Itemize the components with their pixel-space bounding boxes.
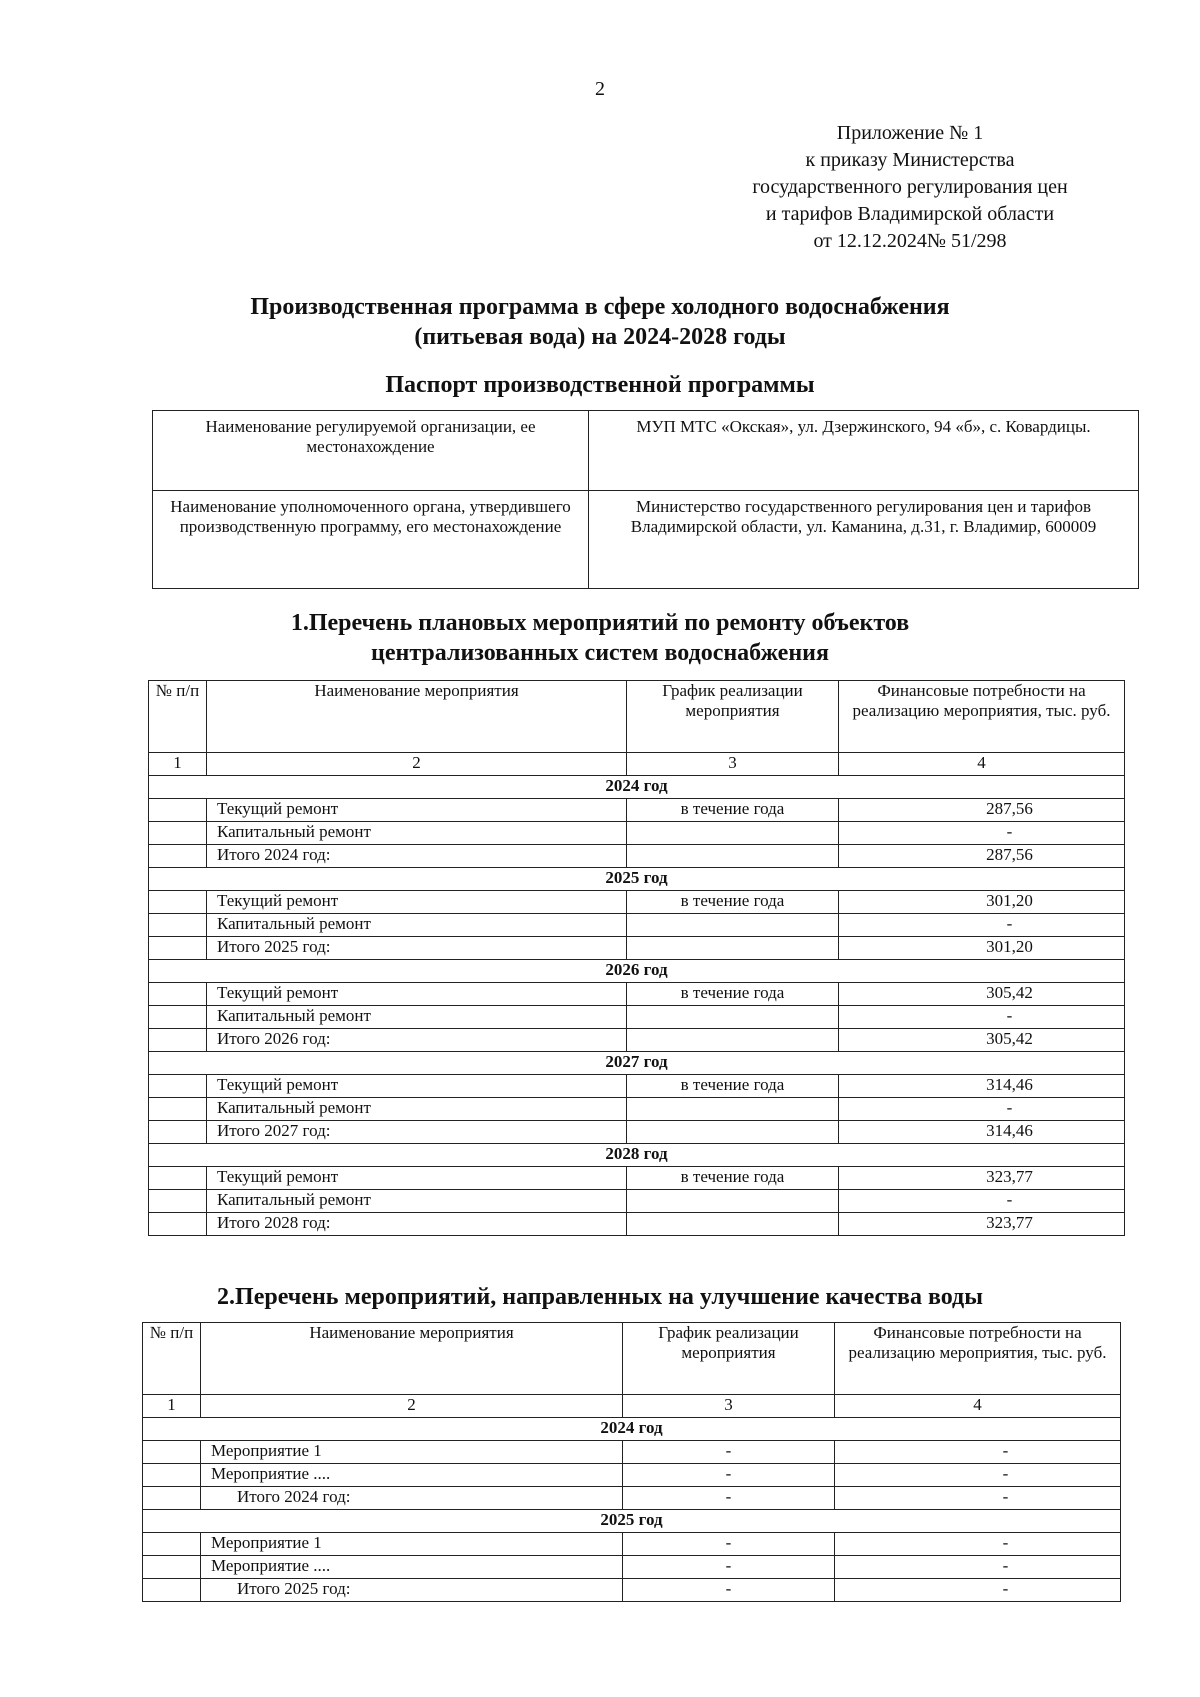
- column-numbers-row: [149, 753, 1125, 776]
- row-value-cell: 305,42: [839, 1029, 1125, 1052]
- col-number: 2: [207, 753, 627, 776]
- year-header-row: [149, 1052, 1125, 1075]
- col-number: 2: [201, 1395, 623, 1418]
- year-header-row: [143, 1418, 1121, 1441]
- row-value-cell: 287,56: [839, 799, 1125, 822]
- row-value-cell: -: [839, 822, 1125, 845]
- col-number: 4: [835, 1395, 1121, 1418]
- row-schedule-cell: [627, 1006, 839, 1029]
- table-row: [143, 1441, 1121, 1464]
- row-name-cell: Итого 2024 год:: [201, 1487, 623, 1510]
- passport-row: [153, 491, 1139, 589]
- row-schedule-cell: [627, 1121, 839, 1144]
- header-finance: Финансовые потребности на реализацию мероприятия, тыс. руб.: [835, 1323, 1121, 1395]
- year-header-row: [149, 868, 1125, 891]
- section2-title: [0, 1282, 1200, 1312]
- row-schedule-cell: -: [623, 1579, 835, 1602]
- passport-title: [0, 370, 1200, 400]
- passport-table: [152, 410, 1139, 589]
- col-number: 3: [623, 1395, 835, 1418]
- row-name-cell: Текущий ремонт: [207, 983, 627, 1006]
- table-row: [143, 1533, 1121, 1556]
- row-number-cell: [149, 1098, 207, 1121]
- column-numbers-row: [143, 1395, 1121, 1418]
- row-name-cell: Мероприятие 1: [201, 1441, 623, 1464]
- row-schedule-cell: [627, 1029, 839, 1052]
- row-number-cell: [149, 1006, 207, 1029]
- table-row: [149, 799, 1125, 822]
- row-schedule-cell: в течение года: [627, 1075, 839, 1098]
- passport-label: Наименование уполномоченного органа, утвердившего производственную программу, его местонахождение: [153, 491, 589, 589]
- row-number-cell: [143, 1487, 201, 1510]
- row-value-cell: -: [839, 1190, 1125, 1213]
- page-number: 2: [595, 78, 605, 100]
- table-row: [143, 1579, 1121, 1602]
- main-title-line2: (питьевая вода) на 2024-2028 годы: [414, 324, 786, 350]
- row-schedule-cell: -: [623, 1556, 835, 1579]
- row-schedule-cell: [627, 914, 839, 937]
- water-quality-table: [142, 1322, 1121, 1602]
- row-name-cell: Капитальный ремонт: [207, 1006, 627, 1029]
- year-header-row: [149, 776, 1125, 799]
- row-schedule-cell: -: [623, 1487, 835, 1510]
- col-number: 3: [627, 753, 839, 776]
- row-number-cell: [143, 1533, 201, 1556]
- row-schedule-cell: [627, 1190, 839, 1213]
- row-number-cell: [149, 891, 207, 914]
- passport-row: [153, 411, 1139, 491]
- row-number-cell: [143, 1556, 201, 1579]
- row-number-cell: [149, 914, 207, 937]
- row-value-cell: -: [835, 1464, 1121, 1487]
- table-row: [143, 1487, 1121, 1510]
- header-number: № п/п: [143, 1323, 201, 1395]
- table-header-row: [149, 681, 1125, 753]
- row-name-cell: Текущий ремонт: [207, 1167, 627, 1190]
- row-number-cell: [149, 1190, 207, 1213]
- row-number-cell: [143, 1579, 201, 1602]
- row-schedule-cell: -: [623, 1441, 835, 1464]
- row-schedule-cell: [627, 937, 839, 960]
- row-number-cell: [149, 1213, 207, 1236]
- section1-title-line2: централизованных систем водоснабжения: [371, 640, 829, 666]
- row-value-cell: -: [835, 1533, 1121, 1556]
- row-name-cell: Капитальный ремонт: [207, 1098, 627, 1121]
- table-row: [149, 937, 1125, 960]
- row-schedule-cell: в течение года: [627, 983, 839, 1006]
- row-name-cell: Текущий ремонт: [207, 891, 627, 914]
- row-schedule-cell: [627, 845, 839, 868]
- header-name: Наименование мероприятия: [207, 681, 627, 753]
- year-label: 2024 год: [149, 776, 1125, 799]
- row-number-cell: [149, 1075, 207, 1098]
- row-number-cell: [149, 822, 207, 845]
- row-name-cell: Итого 2028 год:: [207, 1213, 627, 1236]
- row-number-cell: [149, 1121, 207, 1144]
- year-label: 2025 год: [149, 868, 1125, 891]
- row-schedule-cell: -: [623, 1533, 835, 1556]
- year-label: 2028 год: [149, 1144, 1125, 1167]
- passport-value: МУП МТС «Окская», ул. Дзержинского, 94 «б», с. Ковардицы.: [589, 411, 1139, 491]
- row-name-cell: Мероприятие 1: [201, 1533, 623, 1556]
- table-row: [149, 1006, 1125, 1029]
- row-value-cell: 314,46: [839, 1075, 1125, 1098]
- table-row: [149, 891, 1125, 914]
- row-value-cell: -: [839, 1006, 1125, 1029]
- year-label: 2024 год: [143, 1418, 1121, 1441]
- row-value-cell: -: [839, 1098, 1125, 1121]
- table-row: [149, 1029, 1125, 1052]
- row-value-cell: 305,42: [839, 983, 1125, 1006]
- year-header-row: [143, 1510, 1121, 1533]
- table-row: [149, 1213, 1125, 1236]
- year-header-row: [149, 960, 1125, 983]
- table-header-row: [143, 1323, 1121, 1395]
- row-number-cell: [143, 1441, 201, 1464]
- row-value-cell: 323,77: [839, 1213, 1125, 1236]
- appendix-line: от 12.12.2024№ 51/298: [813, 230, 1007, 252]
- passport-title-text: Паспорт производственной программы: [385, 372, 815, 398]
- row-name-cell: Итого 2025 год:: [201, 1579, 623, 1602]
- year-header-row: [149, 1144, 1125, 1167]
- appendix-block: [700, 120, 1120, 255]
- row-name-cell: Капитальный ремонт: [207, 822, 627, 845]
- section2-title-text: 2.Перечень мероприятий, направленных на улучшение качества воды: [217, 1284, 983, 1310]
- row-name-cell: Итого 2025 год:: [207, 937, 627, 960]
- row-number-cell: [149, 845, 207, 868]
- row-schedule-cell: в течение года: [627, 799, 839, 822]
- row-value-cell: -: [835, 1556, 1121, 1579]
- table-row: [143, 1464, 1121, 1487]
- main-title: [0, 292, 1200, 352]
- table-row: [149, 914, 1125, 937]
- row-value-cell: -: [835, 1487, 1121, 1510]
- header-finance: Финансовые потребности на реализацию мероприятия, тыс. руб.: [839, 681, 1125, 753]
- appendix-line: и тарифов Владимирской области: [765, 203, 1055, 225]
- section1-title-line1: 1.Перечень плановых мероприятий по ремонту объектов: [290, 610, 910, 636]
- row-schedule-cell: в течение года: [627, 1167, 839, 1190]
- section1-title: [0, 608, 1200, 668]
- table-row: [143, 1556, 1121, 1579]
- header-number: № п/п: [149, 681, 207, 753]
- table-row: [149, 822, 1125, 845]
- year-label: 2025 год: [143, 1510, 1121, 1533]
- row-value-cell: 314,46: [839, 1121, 1125, 1144]
- row-value-cell: 323,77: [839, 1167, 1125, 1190]
- row-number-cell: [149, 1029, 207, 1052]
- row-number-cell: [149, 799, 207, 822]
- appendix-line: Приложение № 1: [836, 122, 984, 144]
- row-schedule-cell: [627, 822, 839, 845]
- row-value-cell: -: [839, 914, 1125, 937]
- row-number-cell: [143, 1464, 201, 1487]
- row-value-cell: -: [835, 1441, 1121, 1464]
- row-name-cell: Текущий ремонт: [207, 1075, 627, 1098]
- row-name-cell: Мероприятие ....: [201, 1464, 623, 1487]
- table-row: [149, 983, 1125, 1006]
- table-row: [149, 1190, 1125, 1213]
- row-schedule-cell: [627, 1213, 839, 1236]
- row-name-cell: Мероприятие ....: [201, 1556, 623, 1579]
- row-schedule-cell: -: [623, 1464, 835, 1487]
- passport-value: Министерство государственного регулирования цен и тарифов Владимирской области, ул. Каманина, д.31, г. Владимир, 600009: [589, 491, 1139, 589]
- header-schedule: График реализации мероприятия: [627, 681, 839, 753]
- header-name: Наименование мероприятия: [201, 1323, 623, 1395]
- row-name-cell: Итого 2027 год:: [207, 1121, 627, 1144]
- row-number-cell: [149, 937, 207, 960]
- table-row: [149, 1075, 1125, 1098]
- row-name-cell: Капитальный ремонт: [207, 914, 627, 937]
- row-name-cell: Итого 2024 год:: [207, 845, 627, 868]
- row-value-cell: 301,20: [839, 937, 1125, 960]
- col-number: 1: [149, 753, 207, 776]
- passport-label: Наименование регулируемой организации, ее местонахождение: [153, 411, 589, 491]
- row-number-cell: [149, 1167, 207, 1190]
- row-name-cell: Капитальный ремонт: [207, 1190, 627, 1213]
- row-number-cell: [149, 983, 207, 1006]
- col-number: 4: [839, 753, 1125, 776]
- table-row: [149, 1121, 1125, 1144]
- table-row: [149, 845, 1125, 868]
- row-schedule-cell: [627, 1098, 839, 1121]
- row-schedule-cell: в течение года: [627, 891, 839, 914]
- row-value-cell: 301,20: [839, 891, 1125, 914]
- header-schedule: График реализации мероприятия: [623, 1323, 835, 1395]
- row-name-cell: Итого 2026 год:: [207, 1029, 627, 1052]
- col-number: 1: [143, 1395, 201, 1418]
- table-row: [149, 1167, 1125, 1190]
- row-value-cell: -: [835, 1579, 1121, 1602]
- row-name-cell: Текущий ремонт: [207, 799, 627, 822]
- main-title-line1: Производственная программа в сфере холодного водоснабжения: [250, 294, 950, 320]
- row-value-cell: 287,56: [839, 845, 1125, 868]
- appendix-line: государственного регулирования цен: [752, 176, 1068, 198]
- repair-plan-table: [148, 680, 1125, 1236]
- year-label: 2027 год: [149, 1052, 1125, 1075]
- year-label: 2026 год: [149, 960, 1125, 983]
- table-row: [149, 1098, 1125, 1121]
- appendix-line: к приказу Министерства: [805, 149, 1015, 171]
